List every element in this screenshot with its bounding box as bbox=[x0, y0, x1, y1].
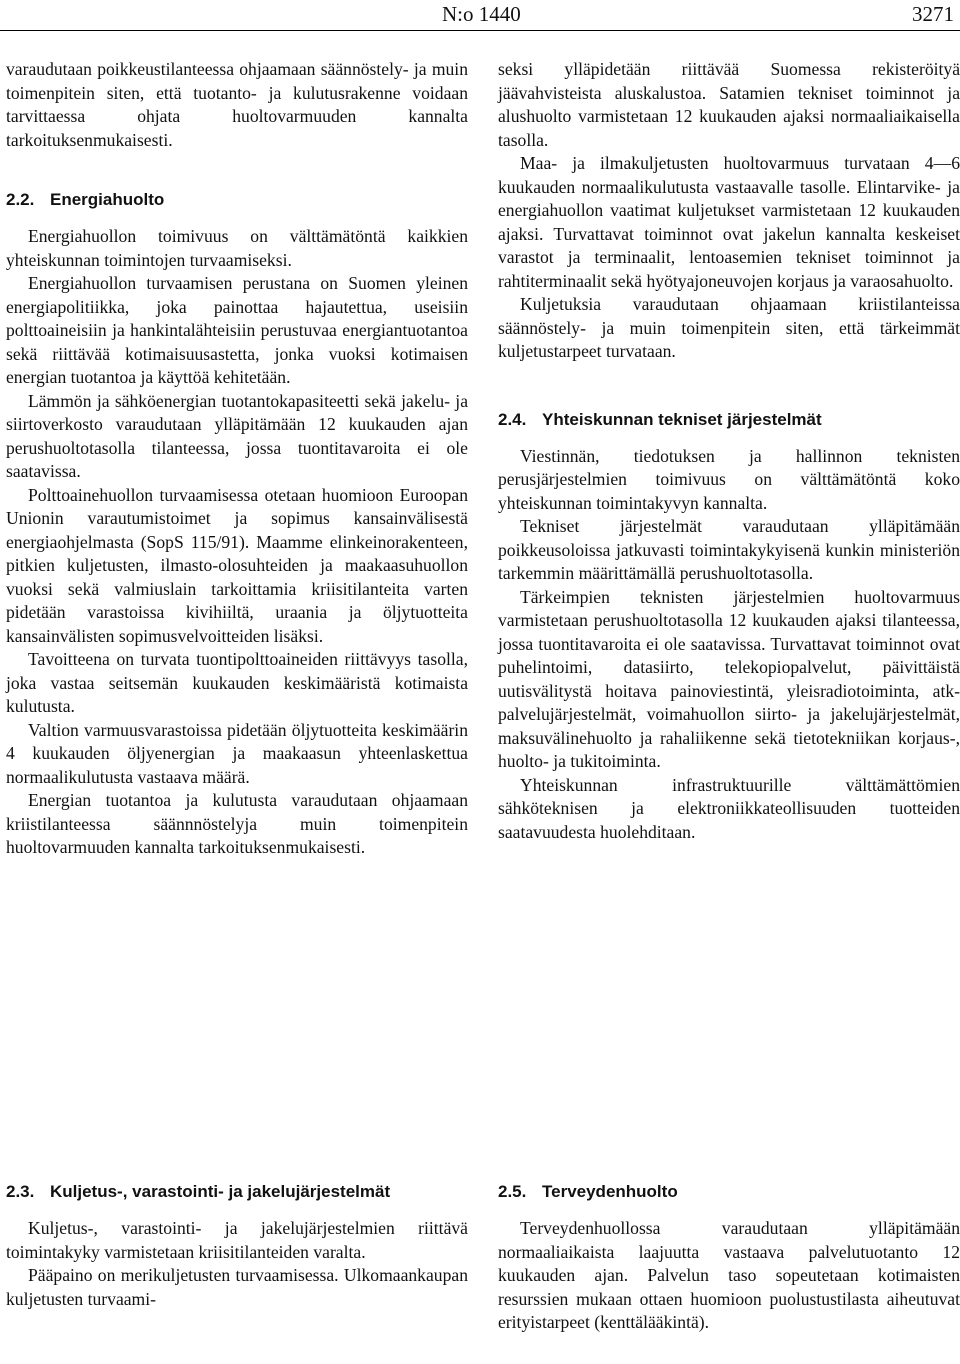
section-title: Terveydenhuolto bbox=[542, 1182, 678, 1201]
paragraph: varaudutaan poikkeustilanteessa ohjaamaan säännöstely- ja muin toimenpitein siten, että tuotanto- ja kulutusrakenne voidaan tarvittaessa ohjata huoltovarmuuden kannalta tarkoituksenmukaisesti. bbox=[6, 59, 468, 150]
right-column-bottom bbox=[498, 1180, 960, 1335]
document-number: N:o 1440 bbox=[442, 2, 521, 26]
section-title: Energiahuolto bbox=[50, 190, 165, 209]
section-number: 2.5. bbox=[498, 1182, 527, 1201]
left-column-top bbox=[6, 58, 468, 860]
paragraph: Energiahuollon toimivuus on välttämätöntä kaikkien yhteiskunnan toimintojen turvaamiseksi. bbox=[6, 226, 468, 270]
section-number: 2.2. bbox=[6, 190, 35, 209]
section-heading-2-5 bbox=[498, 1180, 960, 1203]
paragraph: Maa- ja ilmakuljetusten huoltovarmuus turvataan 4—6 kuukauden normaalikulutusta vastaavalle tasolle. Elintarvike- ja energiahuollon vaatimat kuljetukset varmistetaan 12 kuukauden ajaksi. Turvattavat toiminnot ovat jakelun kannalta keskeiset varastot ja terminaalit, lentoasemien tekniset toiminnot ja rahtiterminaalit sekä hyötyajoneuvojen korjaus ja varaosahuolto. bbox=[498, 153, 960, 291]
paragraph: Energian tuotantoa ja kulutusta varaudutaan ohjaamaan kriistilanteessa säännnöstelyja muin toimenpitein huoltovarmuuden kannalta tarkoituksenmukaisesti. bbox=[6, 790, 468, 857]
left-column-bottom bbox=[6, 1180, 468, 1311]
section-title: Kuljetus-, varastointi- ja jakelujärjestelmät bbox=[50, 1182, 391, 1201]
paragraph: Tavoitteena on turvata tuontipolttoaineiden riittävyys tasolla, joka vastaa seitsemän kuukauden keskimääristä kotimaista kulutusta. bbox=[6, 649, 468, 716]
paragraph: seksi ylläpidetään riittävää Suomessa rekisteröityä jäävahvisteista aluskalustoa. Satamien tekniset toiminnot ja alushuolto varmistetaan 12 kuukauden ajaksi normaaliaikaisella tasolla. bbox=[498, 59, 960, 150]
section-title: Yhteiskunnan tekniset järjestelmät bbox=[542, 409, 822, 429]
paragraph: Energiahuollon turvaamisen perustana on Suomen yleinen energiapolitiikka, joka painottaa hajautettua, useisiin polttoaineisiin ja hankintalähteisiin perustuvaa energiantuotantoa sekä riittävää kotimaisuusastetta, jonka vuoksi kotimaisen energian tuotantoa ja käyttöä kehitetään. bbox=[6, 273, 468, 387]
paragraph: Yhteiskunnan infrastruktuurille välttämättömien sähköteknisen ja elektroniikkateollisuuden tuotteiden saatavuudesta huolehditaan. bbox=[498, 774, 960, 842]
section-number: 2.4. bbox=[498, 409, 527, 429]
paragraph: Kuljetus-, varastointi- ja jakelujärjestelmien riittävä toimintakyky varmistetaan kriisitilanteiden varalta. bbox=[6, 1218, 468, 1262]
paragraph: Kuljetuksia varaudutaan ohjaamaan kriistilanteissa säännöstely- ja muin toimenpitein siten, että tärkeimmät kuljetustarpeet turvataan. bbox=[498, 294, 960, 361]
section-heading-2-3 bbox=[6, 1180, 468, 1203]
section-heading-2-4 bbox=[498, 408, 960, 431]
right-column-top bbox=[498, 58, 960, 844]
paragraph: Tekniset järjestelmät varaudutaan ylläpitämään poikkeusoloissa jatkuvasti toimintakykyisenä kunkin ministeriön tarkemmin määrittämällä perushuoltotasolla. bbox=[498, 516, 960, 583]
paragraph: Polttoainehuollon turvaamisessa otetaan huomioon Euroopan Unionin varautumistoimet ja sopimus kansainvälisestä energiaohjelmasta (SopS 115/91). Maamme elinkeinorakenteen, pitkien kuljetusten, ilmasto-olosuhteiden ja maakaasuhuollon vuoksi sekä valmiuslain tarkoittamia kriisitilanteita varten pidetään varastoissa kivihiiltä, uraania ja öljytuotteita kansainvälisten sopimusvelvoitteiden lisäksi. bbox=[6, 484, 468, 646]
page-number: 3271 bbox=[912, 2, 954, 26]
section-number: 2.3. bbox=[6, 1182, 35, 1201]
paragraph: Pääpaino on merikuljetusten turvaamisessa. Ulkomaankaupan kuljetusten turvaami- bbox=[6, 1265, 468, 1309]
paragraph: Tärkeimpien teknisten järjestelmien huoltovarmuus varmistetaan perushuoltotasolla 12 kuukauden ajaksi tilanteessa, jossa tuontitavaroita ei ole saatavissa. Turvattavat toiminnot ovat puhelintoimi, datasiirto, telekopiopalvelut, päivittäistä uutisvälitystä hoitava painoviestintä, yleisradiotoiminta, atk-palvelujärjestelmät, voimahuollon siirto- ja jakelujärjestelmät, maksuvälinehuolto ja rahaliikenne sekä tietotekniikan korjaus-, huolto- ja tukitoiminta. bbox=[498, 586, 960, 771]
paragraph: Lämmön ja sähköenergian tuotantokapasiteetti sekä jakelu- ja siirtoverkosto varaudutaan ylläpitämään 12 kuukauden ajan perushuoltotasolla tilanteessa, jossa tuontitavaroita ei ole saatavissa. bbox=[6, 390, 468, 481]
paragraph: Viestinnän, tiedotuksen ja hallinnon teknisten perusjärjestelmien toimivuus on välttämätöntä koko yhteiskunnan toimintakyvyn kannalta. bbox=[498, 445, 960, 513]
section-heading-2-2 bbox=[6, 188, 468, 211]
page-header bbox=[0, 0, 960, 31]
paragraph: Terveydenhuollossa varaudutaan ylläpitämään normaaliaikaista laajuutta vastaava palvelutuotanto 12 kuukauden ajan. Palvelun taso sopeutetaan kotimaisten resurssien mukaan ottaen huomioon puolustustilasta aiheutuvat erityistarpeet (kenttälääkintä). bbox=[498, 1218, 960, 1332]
paragraph: Valtion varmuusvarastoissa pidetään öljytuotteita keskimäärin 4 kuukauden öljyenergian ja maakaasun yhteenlaskettua normaalikulutusta vastaava määrä. bbox=[6, 719, 468, 787]
